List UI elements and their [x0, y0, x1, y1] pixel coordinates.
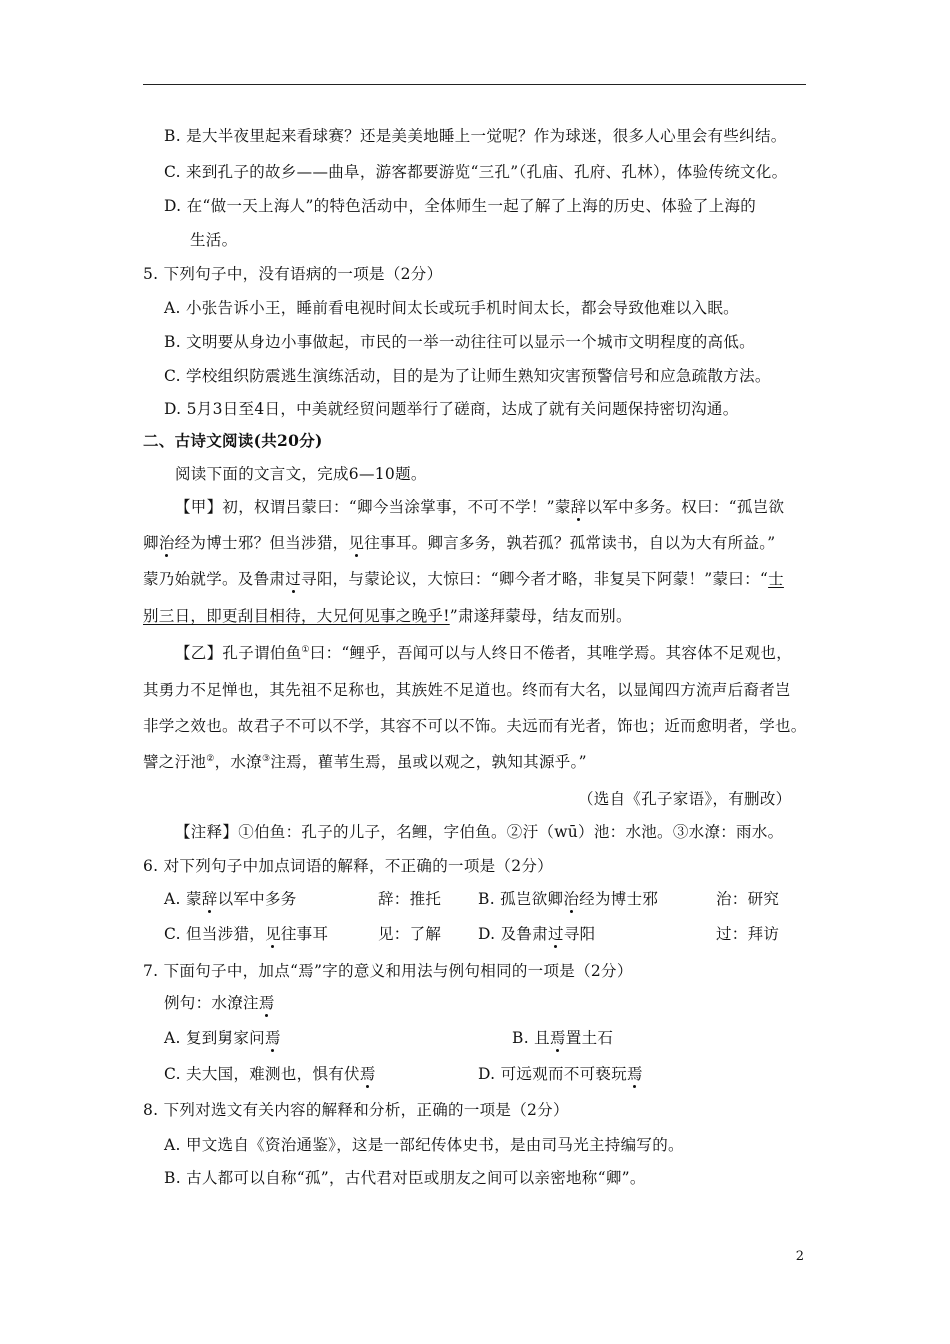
passage-yi-line-3: 非学之效也。故君子不可以不学，其容不可以不饰。夫远而有光者，饰也；近而愈明者，学也。	[143, 717, 807, 735]
q7-option-a: A. 复到舅家问焉	[164, 1029, 281, 1047]
q5-option-d: D. 5月3日至4日，中美就经贸问题举行了磋商，达成了就有关问题保持密切沟通。	[164, 400, 739, 418]
passage-jia-line-4: 别三日，即更刮目相待，大兄何见事之晚乎!”肃遂拜蒙母，结友而别。	[143, 607, 632, 625]
q4-option-b: B. 是大半夜里起来看球赛？还是美美地睡上一觉呢？作为球迷，很多人心里会有些纠结。	[164, 127, 787, 145]
passage-jia-line-1: 【甲】初，权谓吕蒙曰：“卿今当涂掌事，不可不学！”蒙辞以军中多务。权曰：“孤岂欲	[175, 498, 785, 516]
q5-option-b: B. 文明要从身边小事做起，市民的一举一动往往可以显示一个城市文明程度的高低。	[164, 333, 755, 351]
section-heading: 二、古诗文阅读(共20分)	[143, 431, 323, 450]
passage-yi-line-4: 譬之汙池②，水潦③注焉，雚苇生焉，虽或以观之，孰知其源乎。”	[143, 753, 587, 771]
q6-option-c-answer: 见：了解	[378, 925, 442, 943]
passage-yi-line-1: 【乙】孔子谓伯鱼①曰：“鲤乎，吾闻可以与人终日不倦者，其唯学焉。其容体不足观也，	[175, 644, 793, 662]
q5-stem: 5. 下列句子中，没有语病的一项是（2分）	[143, 265, 443, 283]
q7-option-c: C. 夫大国，难测也，惧有伏焉	[164, 1065, 376, 1083]
q6-option-a: A. 蒙辞以军中多务	[164, 890, 297, 908]
passage-jia-line-2: 卿治经为博士邪？但当涉猎，见往事耳。卿言多务，孰若孤？孤常读书，自以为大有所益。”	[143, 534, 776, 552]
q5-option-c: C. 学校组织防震逃生演练活动，目的是为了让师生熟知灾害预警信号和应急疏散方法。	[164, 367, 771, 385]
q6-option-d: D. 及鲁肃过寻阳	[478, 925, 596, 943]
q6-option-d-answer: 过：拜访	[716, 925, 780, 943]
q4-option-c: C. 来到孔子的故乡——曲阜，游客都要游览“三孔”（孔庙、孔府、孔林），体验传统文化。	[164, 163, 788, 181]
q7-option-b: B. 且焉置土石	[512, 1029, 614, 1047]
q4-option-d: D. 在“做一天上海人”的特色活动中，全体师生一起了解了上海的历史、体验了上海的	[164, 197, 757, 215]
q6-option-c: C. 但当涉猎，见往事耳	[164, 925, 329, 943]
passage-yi-line-2: 其勇力不足惮也，其先祖不足称也，其族姓不足道也。终而有大名，以显闻四方流声后裔者岂	[143, 681, 791, 699]
header-rule	[143, 84, 806, 85]
q7-example: 例句：水潦注焉	[164, 994, 275, 1012]
page-number: 2	[795, 1249, 804, 1264]
q5-option-a: A. 小张告诉小王，睡前看电视时间太长或玩手机时间太长，都会导致他难以入眠。	[164, 299, 739, 317]
reading-instruction: 阅读下面的文言文，完成6—10题。	[175, 465, 427, 483]
q8-option-b: B. 古人都可以自称“孤”，古代君对臣或朋友之间可以亲密地称“卿”。	[164, 1169, 646, 1187]
q6-option-b-answer: 治：研究	[716, 890, 780, 908]
q4-option-d-cont: 生活。	[190, 231, 238, 249]
q7-option-d: D. 可远观而不可亵玩焉	[478, 1065, 643, 1083]
annotation-notes: 【注释】①伯鱼：孔子的儿子，名鲤，字伯鱼。②汙（wū）池：水池。③水潦：雨水。	[175, 823, 784, 841]
q6-option-b: B. 孤岂欲卿治经为博士邪	[478, 890, 659, 908]
q8-stem: 8. 下列对选文有关内容的解释和分析，正确的一项是（2分）	[143, 1101, 569, 1119]
passage-source: （选自《孔子家语》，有删改）	[578, 790, 792, 808]
q8-option-a: A. 甲文选自《资治通鉴》，这是一部纪传体史书，是由司马光主持编写的。	[164, 1136, 684, 1154]
q6-option-a-answer: 辞：推托	[378, 890, 442, 908]
q7-stem: 7. 下面句子中，加点“焉”字的意义和用法与例句相同的一项是（2分）	[143, 962, 633, 980]
q6-stem: 6. 对下列句子中加点词语的解释，不正确的一项是（2分）	[143, 857, 553, 875]
passage-jia-line-3: 蒙乃始就学。及鲁肃过寻阳，与蒙论议，大惊曰：“卿今者才略，非复吴下阿蒙！”蒙曰：“士	[143, 570, 784, 588]
